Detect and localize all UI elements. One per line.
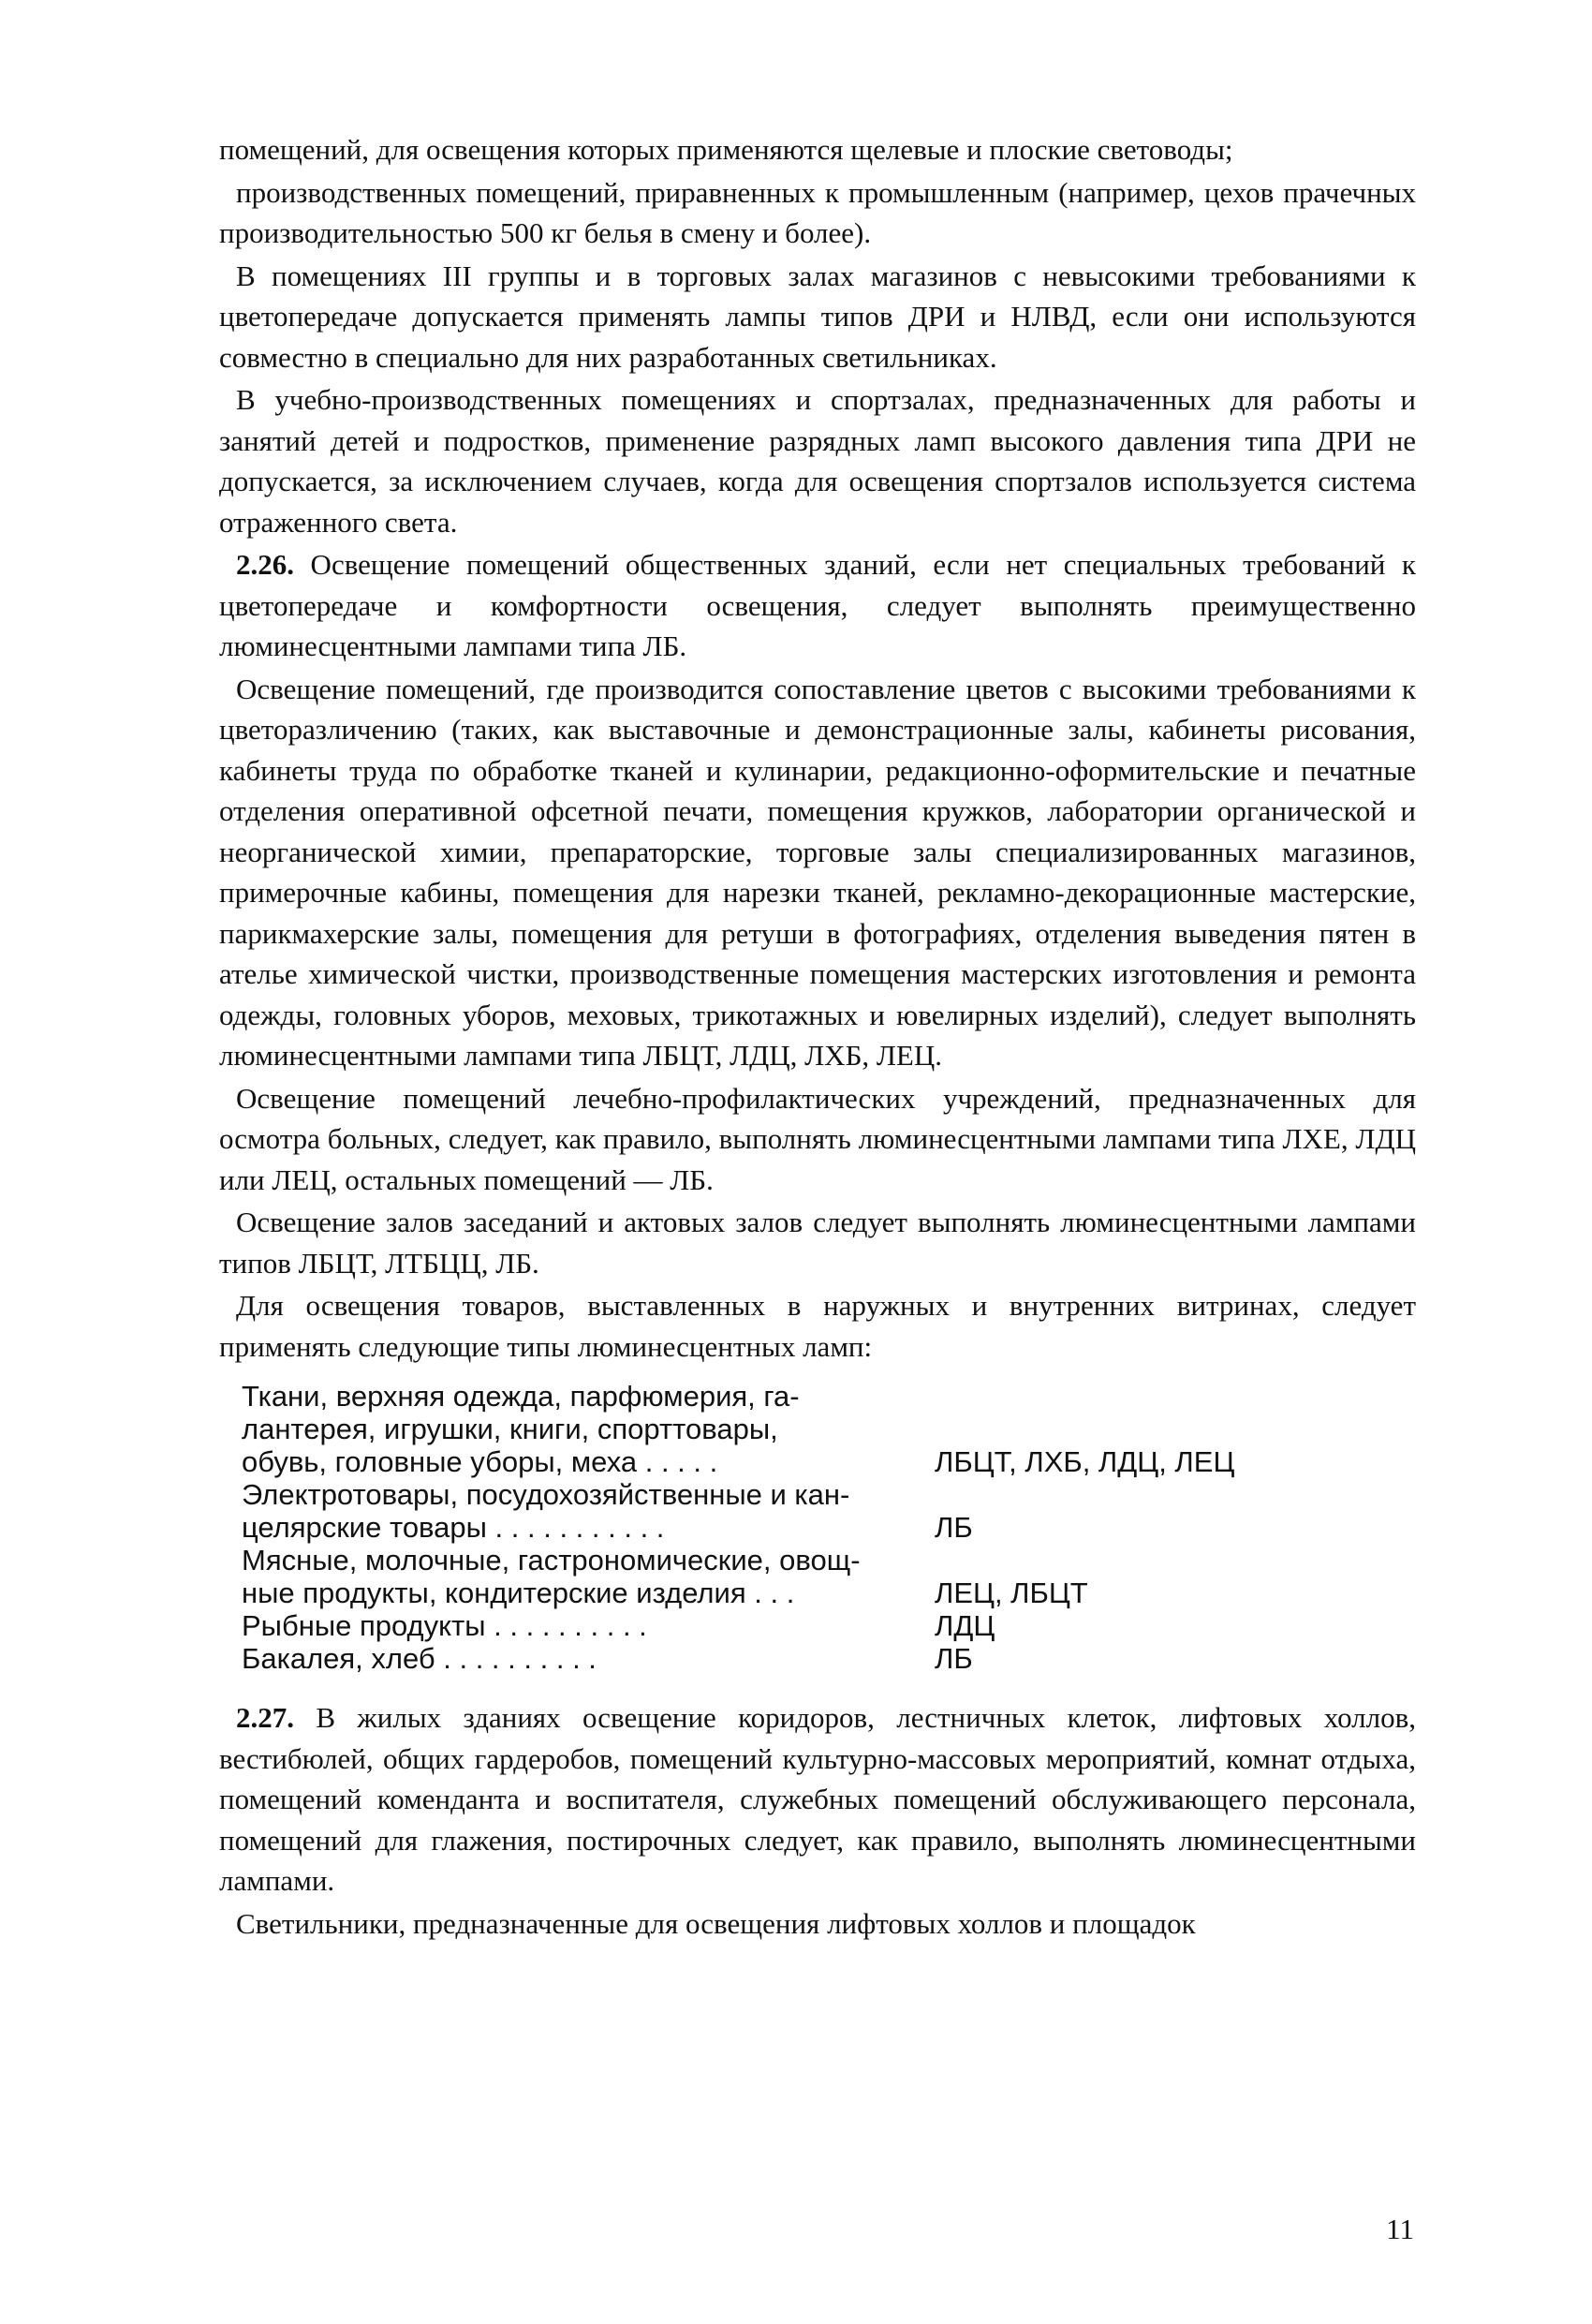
lamp-types: ЛЕЦ, ЛБЦТ <box>935 1576 1088 1609</box>
paragraph-text: Освещение помещений лечебно-профилактических учреждений, предназначенных для осмотра больных, следует, как правило, выполнять люминесцентными лампами типа ЛХЕ, ЛДЦ или ЛЕЦ, остальных помещений — ЛБ. <box>219 1081 1416 1196</box>
paragraph-text: Освещение залов заседаний и актовых залов следует выполнять люминесцентными лампами типов ЛБЦТ, ЛТБЦЦ, ЛБ. <box>219 1206 1416 1280</box>
paragraph <box>219 172 1416 254</box>
page-body <box>219 129 1416 1946</box>
page-number: 11 <box>1386 2213 1414 2245</box>
table-row <box>242 1544 1416 1576</box>
paragraph-text: В помещениях III группы и в торговых залах магазинов с невысокими требованиями к цветопередаче допускается применять лампы типов ДРИ и НЛВД, если они используются совместно в специально для них разработанных светильниках. <box>219 259 1416 374</box>
paragraph-text: Освещение помещений, где производится сопоставление цветов с высокими требованиями к цветоразличению (таких, как выставочные и демонстрационные залы, кабинеты рисования, кабинеты труда по обработке тканей и кулинарии, редакционно-оформительские и печатные отделения оперативной офсетной печати, помещения кружков, лаборатории органической и неорганической химии, препараторские, торговые залы специализированных магазинов, примерочные кабины, помещения для нарезки тканей, рекламно-декорационные мастерские, парикмахерские залы, помещения для ретуши в фотографиях, отделения выведения пятен в ателье химической чистки, производственные помещения мастерских изготовления и ремонта одежды, головных уборов, меховых, трикотажных и ювелирных изделий), следует выполнять люминесцентными лампами типа ЛБЦТ, ЛДЦ, ЛХБ, ЛЕЦ. <box>219 672 1416 1072</box>
product-category: Мясные, молочные, гастрономические, овощ- <box>242 1544 861 1576</box>
lamp-types-table <box>242 1380 1416 1675</box>
paragraph-text: Для освещения товаров, выставленных в наружных и внутренних витринах, следует применять следующие типы люминесцентных ламп: <box>219 1289 1416 1363</box>
paragraph-text: производственных помещений, приравненных к промышленным (например, цехов прачечных производительностью 500 кг белья в смену и более). <box>219 175 1416 249</box>
paragraph <box>219 1285 1416 1367</box>
text-block-2 <box>219 1697 1416 1944</box>
paragraph-text: В учебно-производственных помещениях и спортзалах, предназначенных для работы и занятий детей и подростков, применение разрядных ламп высокого давления типа ДРИ не допускается, за исключением случаев, когда для освещения спортзалов используется система отраженного света. <box>219 383 1416 539</box>
product-category: лантерея, игрушки, книги, спорттовары, <box>242 1413 778 1445</box>
paragraph <box>219 544 1416 667</box>
paragraph-text: Освещение помещений общественных зданий, если нет специальных требований к цветопередаче и комфортности освещения, следует выполнять преимущественно люминесцентными лампами типа ЛБ. <box>219 548 1416 662</box>
paragraph <box>219 1903 1416 1945</box>
text-block-1 <box>219 129 1416 1367</box>
table-row <box>242 1576 1416 1609</box>
product-category: Рыбные продукты . . . . . . . . . . <box>242 1609 647 1642</box>
table-row <box>242 1380 1416 1413</box>
paragraph <box>219 669 1416 1076</box>
paragraph <box>219 129 1416 170</box>
paragraph-text: Светильники, предназначенные для освещения лифтовых холлов и площадок <box>236 1906 1196 1940</box>
section-number: 2.26. <box>236 548 294 581</box>
product-category: целярские товары . . . . . . . . . . . <box>242 1511 665 1544</box>
product-category: ные продукты, кондитерские изделия . . . <box>242 1576 795 1609</box>
table-row <box>242 1642 1416 1675</box>
paragraph <box>219 256 1416 378</box>
table-row <box>242 1445 1416 1478</box>
paragraph-text: помещений, для освещения которых применяются щелевые и плоские световоды; <box>219 133 1233 166</box>
lamp-types: ЛБЦТ, ЛХБ, ЛДЦ, ЛЕЦ <box>935 1445 1235 1478</box>
table-row <box>242 1413 1416 1445</box>
table-row <box>242 1511 1416 1544</box>
product-category: Бакалея, хлеб . . . . . . . . . . <box>242 1642 597 1675</box>
table-row <box>242 1478 1416 1511</box>
product-category: Электротовары, посудохозяйственные и кан- <box>242 1478 850 1511</box>
lamp-types: ЛБ <box>935 1511 973 1544</box>
paragraph <box>219 1697 1416 1902</box>
paragraph <box>219 1078 1416 1201</box>
paragraph-text: В жилых зданиях освещение коридоров, лестничных клеток, лифтовых холлов, вестибюлей, общих гардеробов, помещений культурно-массовых мероприятий, комнат отдыха, помещений коменданта и воспитателя, служебных помещений обслуживающего персонала, помещений для глажения, постирочных следует, как правило, выполнять люминесцентными лампами. <box>219 1701 1416 1897</box>
product-category: обувь, головные уборы, меха . . . . . <box>242 1445 718 1478</box>
paragraph <box>219 1202 1416 1283</box>
lamp-types: ЛДЦ <box>935 1609 995 1642</box>
lamp-types: ЛБ <box>935 1642 973 1675</box>
paragraph <box>219 379 1416 542</box>
table-row <box>242 1609 1416 1642</box>
section-number: 2.27. <box>236 1701 294 1734</box>
product-category: Ткани, верхняя одежда, парфюмерия, га- <box>242 1380 800 1413</box>
